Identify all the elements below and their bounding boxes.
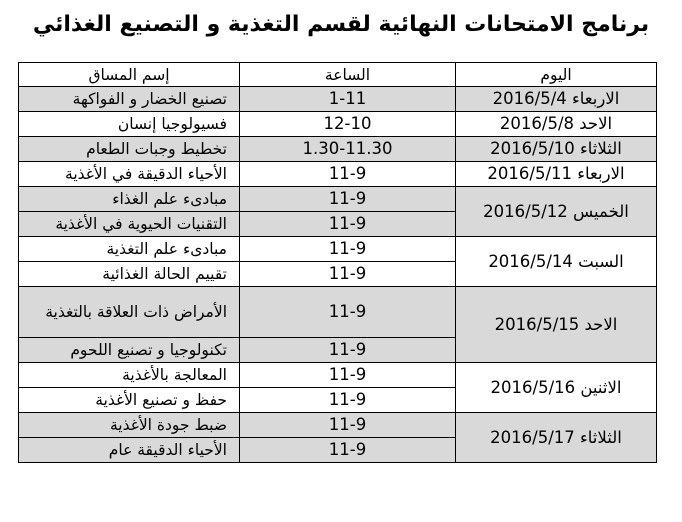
header-row <box>19 63 657 87</box>
subject-cell: الأحياء الدقيقة في الأغذية <box>19 162 240 187</box>
subject-cell: الأمراض ذات العلاقة بالتغذية <box>19 287 240 338</box>
time-cell: 11-9 <box>240 438 456 463</box>
time-cell: 1-11 <box>240 87 456 112</box>
subject-cell: المعالجة بالأغذية <box>19 363 240 388</box>
day-cell: الخميس 2016/5/12 <box>456 187 657 237</box>
day-cell: الثلاثاء 2016/5/10 <box>456 137 657 162</box>
subject-cell: الأحياء الدقيقة عام <box>19 438 240 463</box>
time-cell: 11-9 <box>240 187 456 212</box>
time-cell: 11-9 <box>240 237 456 262</box>
day-cell: السبت 2016/5/14 <box>456 237 657 287</box>
day-cell: الثلاثاء 2016/5/17 <box>456 413 657 463</box>
day-cell: الاثنين 2016/5/16 <box>456 363 657 413</box>
header-day: اليوم <box>456 63 657 87</box>
time-cell: 11-9 <box>240 262 456 287</box>
exam-schedule-table <box>18 62 657 463</box>
table-row <box>19 162 657 187</box>
time-cell: 11-9 <box>240 388 456 413</box>
time-cell: 11-9 <box>240 162 456 187</box>
page-title: برنامج الامتحانات النهائية لقسم التغذية و التصنيع الغذائي <box>32 12 650 37</box>
table-row <box>19 287 657 338</box>
subject-cell: حفظ و تصنيع الأغذية <box>19 388 240 413</box>
time-cell: 11-9 <box>240 363 456 388</box>
table-row <box>19 137 657 162</box>
header-time: الساعة <box>240 63 456 87</box>
time-cell: 11-9 <box>240 212 456 237</box>
table-row <box>19 413 657 438</box>
day-cell: الاربعاء 2016/5/11 <box>456 162 657 187</box>
day-cell: الاربعاء 2016/5/4 <box>456 87 657 112</box>
time-cell: 12-10 <box>240 112 456 137</box>
table-row <box>19 237 657 262</box>
subject-cell: تخطيط وجبات الطعام <box>19 137 240 162</box>
subject-cell: التقنيات الحيوية في الأغذية <box>19 212 240 237</box>
day-cell: الاحد 2016/5/15 <box>456 287 657 363</box>
subject-cell: تصنيع الخضار و الفواكهة <box>19 87 240 112</box>
table-row <box>19 363 657 388</box>
table-row <box>19 87 657 112</box>
header-subject: إسم المساق <box>19 63 240 87</box>
table-row <box>19 187 657 212</box>
day-cell: الاحد 2016/5/8 <box>456 112 657 137</box>
time-cell: 11-9 <box>240 413 456 438</box>
subject-cell: فسيولوجيا إنسان <box>19 112 240 137</box>
subject-cell: مبادىء علم الغذاء <box>19 187 240 212</box>
time-cell: 1.30-11.30 <box>240 137 456 162</box>
subject-cell: مبادىء علم التغذية <box>19 237 240 262</box>
time-cell: 11-9 <box>240 338 456 363</box>
time-cell: 11-9 <box>240 287 456 338</box>
table-row <box>19 112 657 137</box>
subject-cell: ضبط جودة الأغذية <box>19 413 240 438</box>
subject-cell: تكنولوجيا و تصنيع اللحوم <box>19 338 240 363</box>
subject-cell: تقييم الحالة الغذائية <box>19 262 240 287</box>
